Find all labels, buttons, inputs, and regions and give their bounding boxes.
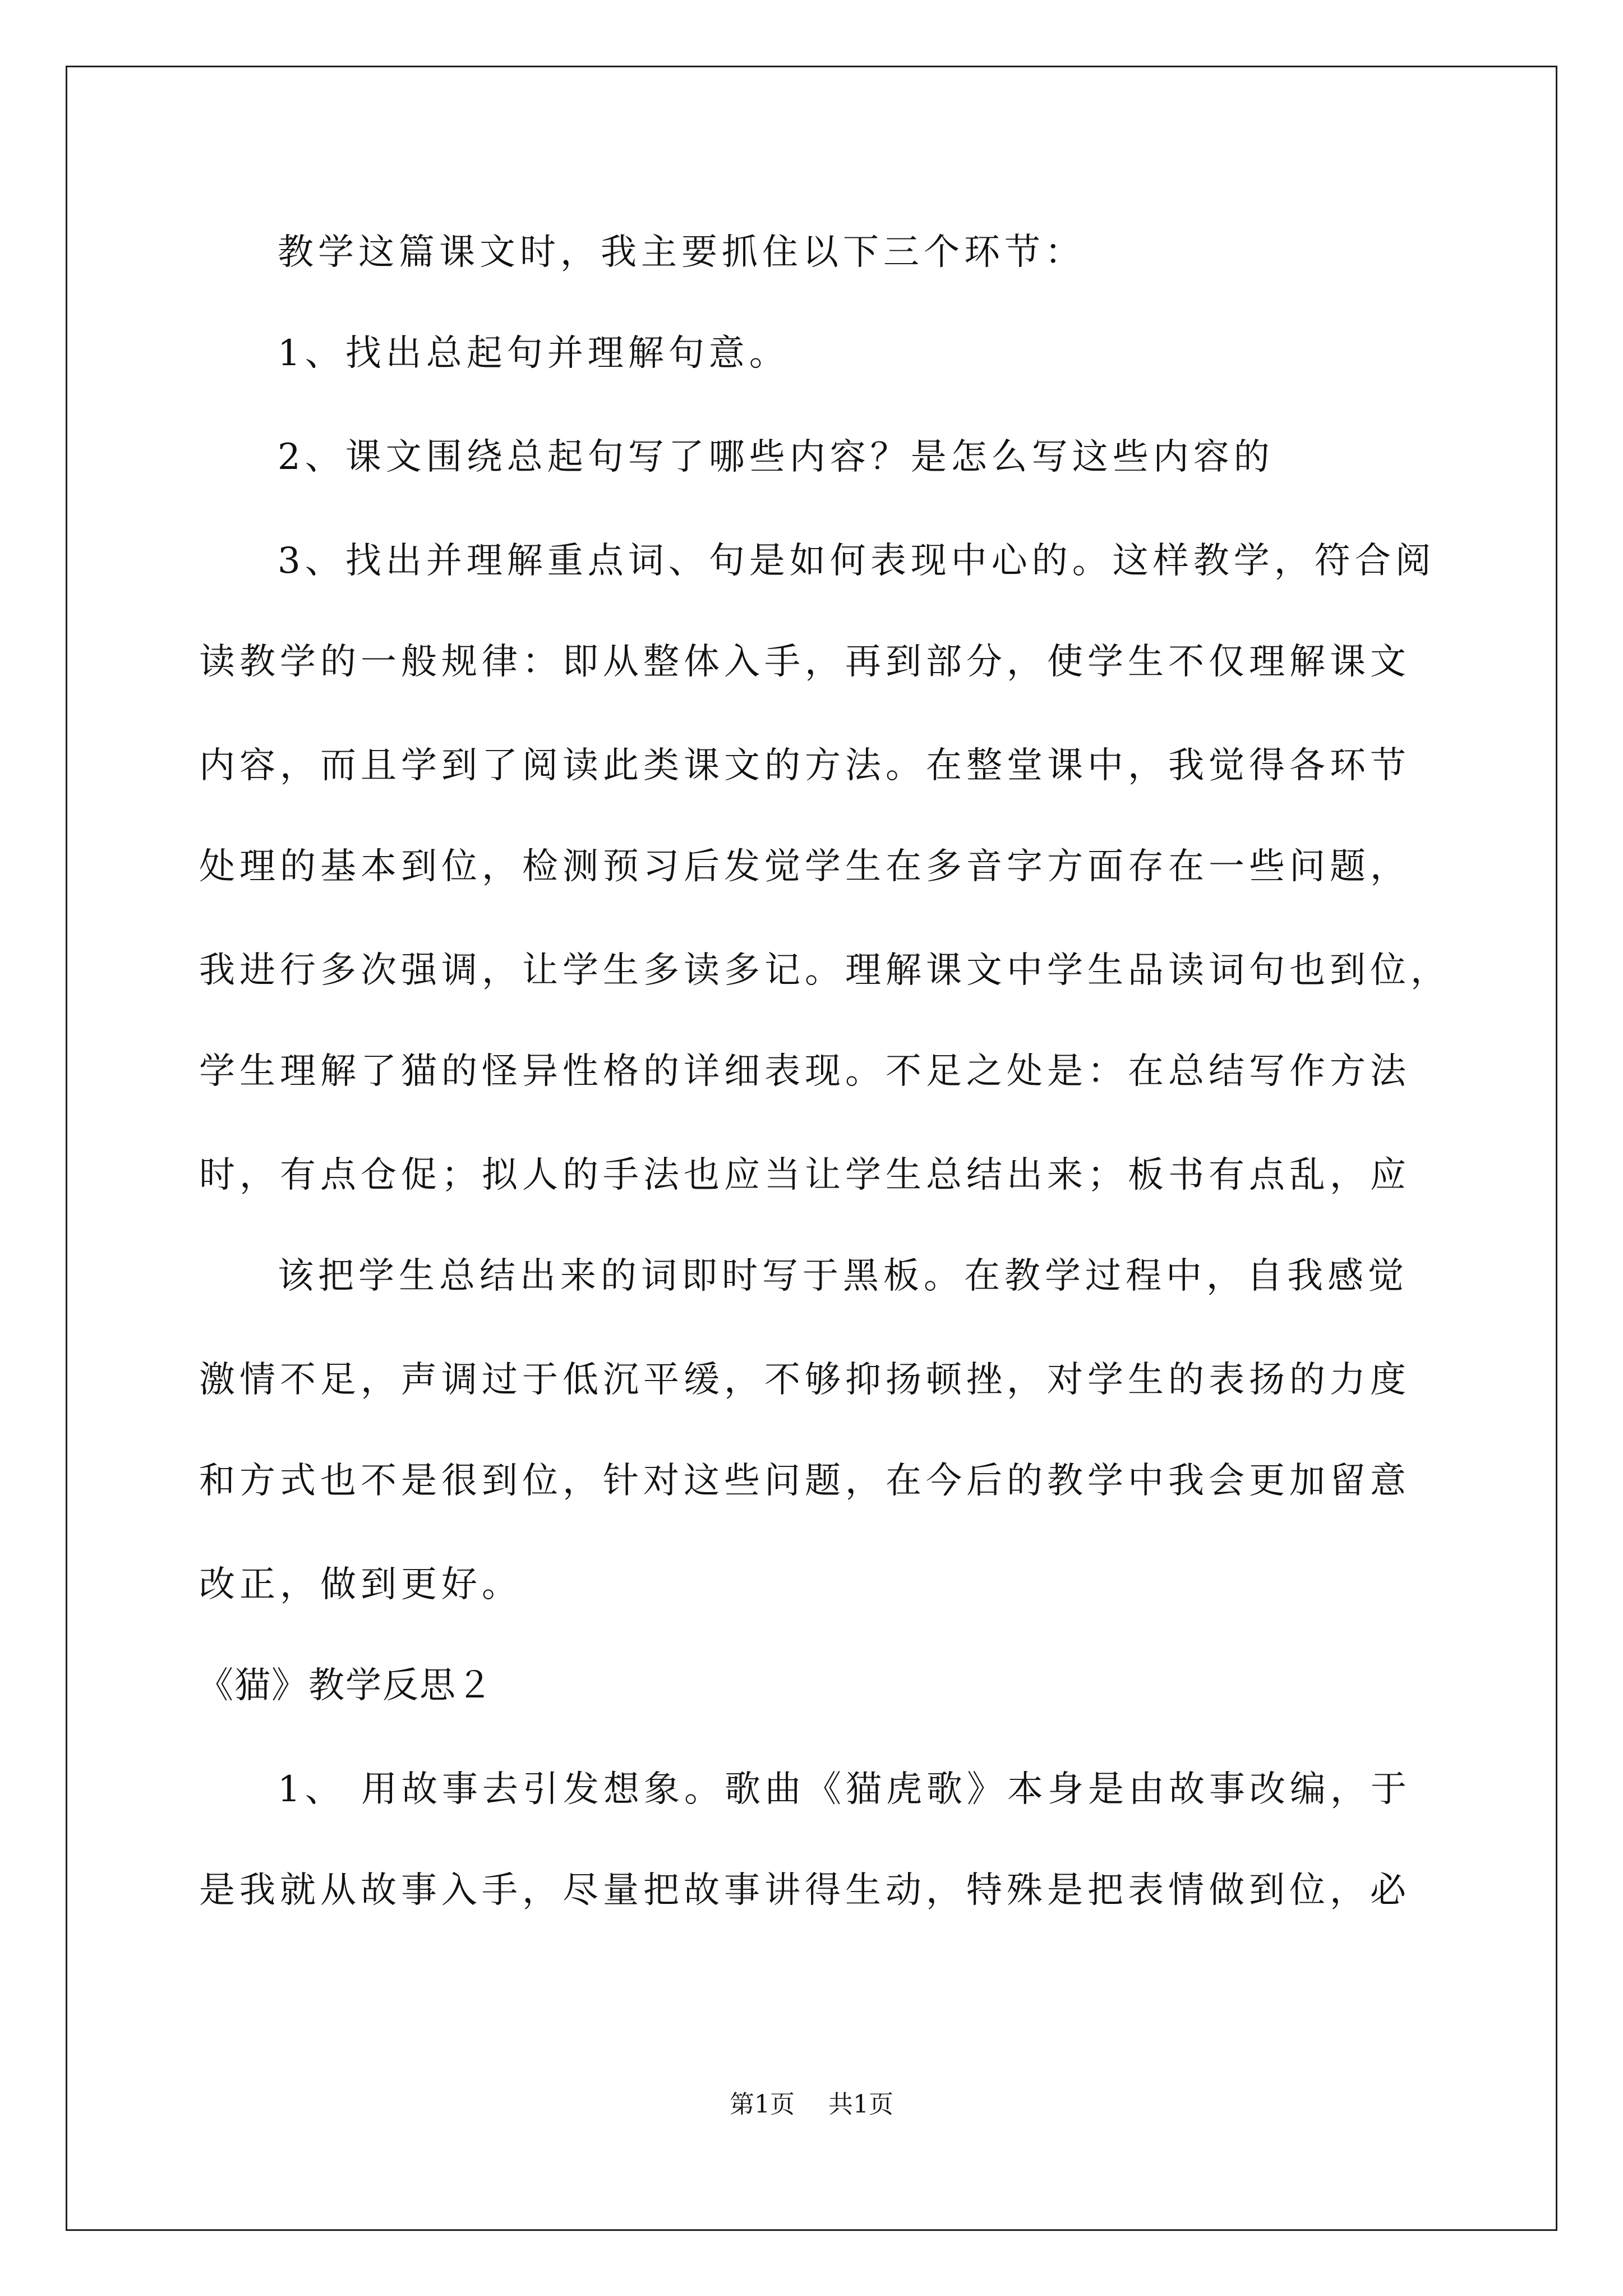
paragraph-line: 处理的基本到位，检测预习后发觉学生在多音字方面存在一些问题， xyxy=(199,846,1410,887)
page-footer xyxy=(0,2088,1623,2122)
paragraph-line: 时，有点仓促；拟人的手法也应当让学生总结出来；板书有点乱，应 xyxy=(199,1154,1410,1196)
paragraph-line: 激情不足，声调过于低沉平缓，不够抑扬顿挫，对学生的表扬的力度 xyxy=(199,1359,1410,1401)
paragraph-line: 内容，而且学到了阅读此类课文的方法。在整堂课中，我觉得各环节 xyxy=(199,745,1410,786)
paragraph-line: 和方式也不是很到位，针对这些问题，在今后的教学中我会更加留意 xyxy=(199,1460,1410,1502)
paragraph-line: 改正，做到更好。 xyxy=(199,1564,522,1605)
paragraph-line: 学生理解了猫的怪异性格的详细表现。不足之处是：在总结写作方法 xyxy=(199,1051,1410,1092)
paragraph-line: 1、 用故事去引发想象。歌曲《猫虎歌》本身是由故事改编，于 xyxy=(278,1769,1412,1810)
section-heading: 《猫》教学反思２ xyxy=(197,1665,494,1706)
paragraph-line: 教学这篇课文时，我主要抓住以下三个环节： xyxy=(278,232,1085,273)
paragraph-line: 2、课文围绕总起句写了哪些内容？是怎么写这些内容的 xyxy=(278,436,1274,478)
paragraph-line: 我进行多次强调，让学生多读多记。理解课文中学生品读词句也到位， xyxy=(199,950,1451,991)
paragraph-line: 1、找出总起句并理解句意。 xyxy=(278,333,790,374)
paragraph-line: 读教学的一般规律：即从整体入手，再到部分，使学生不仅理解课文 xyxy=(199,641,1410,683)
paragraph-line: 3、找出并理解重点词、句是如何表现中心的。这样教学，符合阅 xyxy=(278,540,1436,582)
paragraph-line: 是我就从故事入手，尽量把故事讲得生动，特殊是把表情做到位，必 xyxy=(199,1870,1410,1911)
page-total: 共1页 xyxy=(828,2090,893,2119)
page-number: 第1页 xyxy=(730,2090,795,2119)
paragraph-line: 该把学生总结出来的词即时写于黑板。在教学过程中，自我感觉 xyxy=(278,1255,1408,1297)
